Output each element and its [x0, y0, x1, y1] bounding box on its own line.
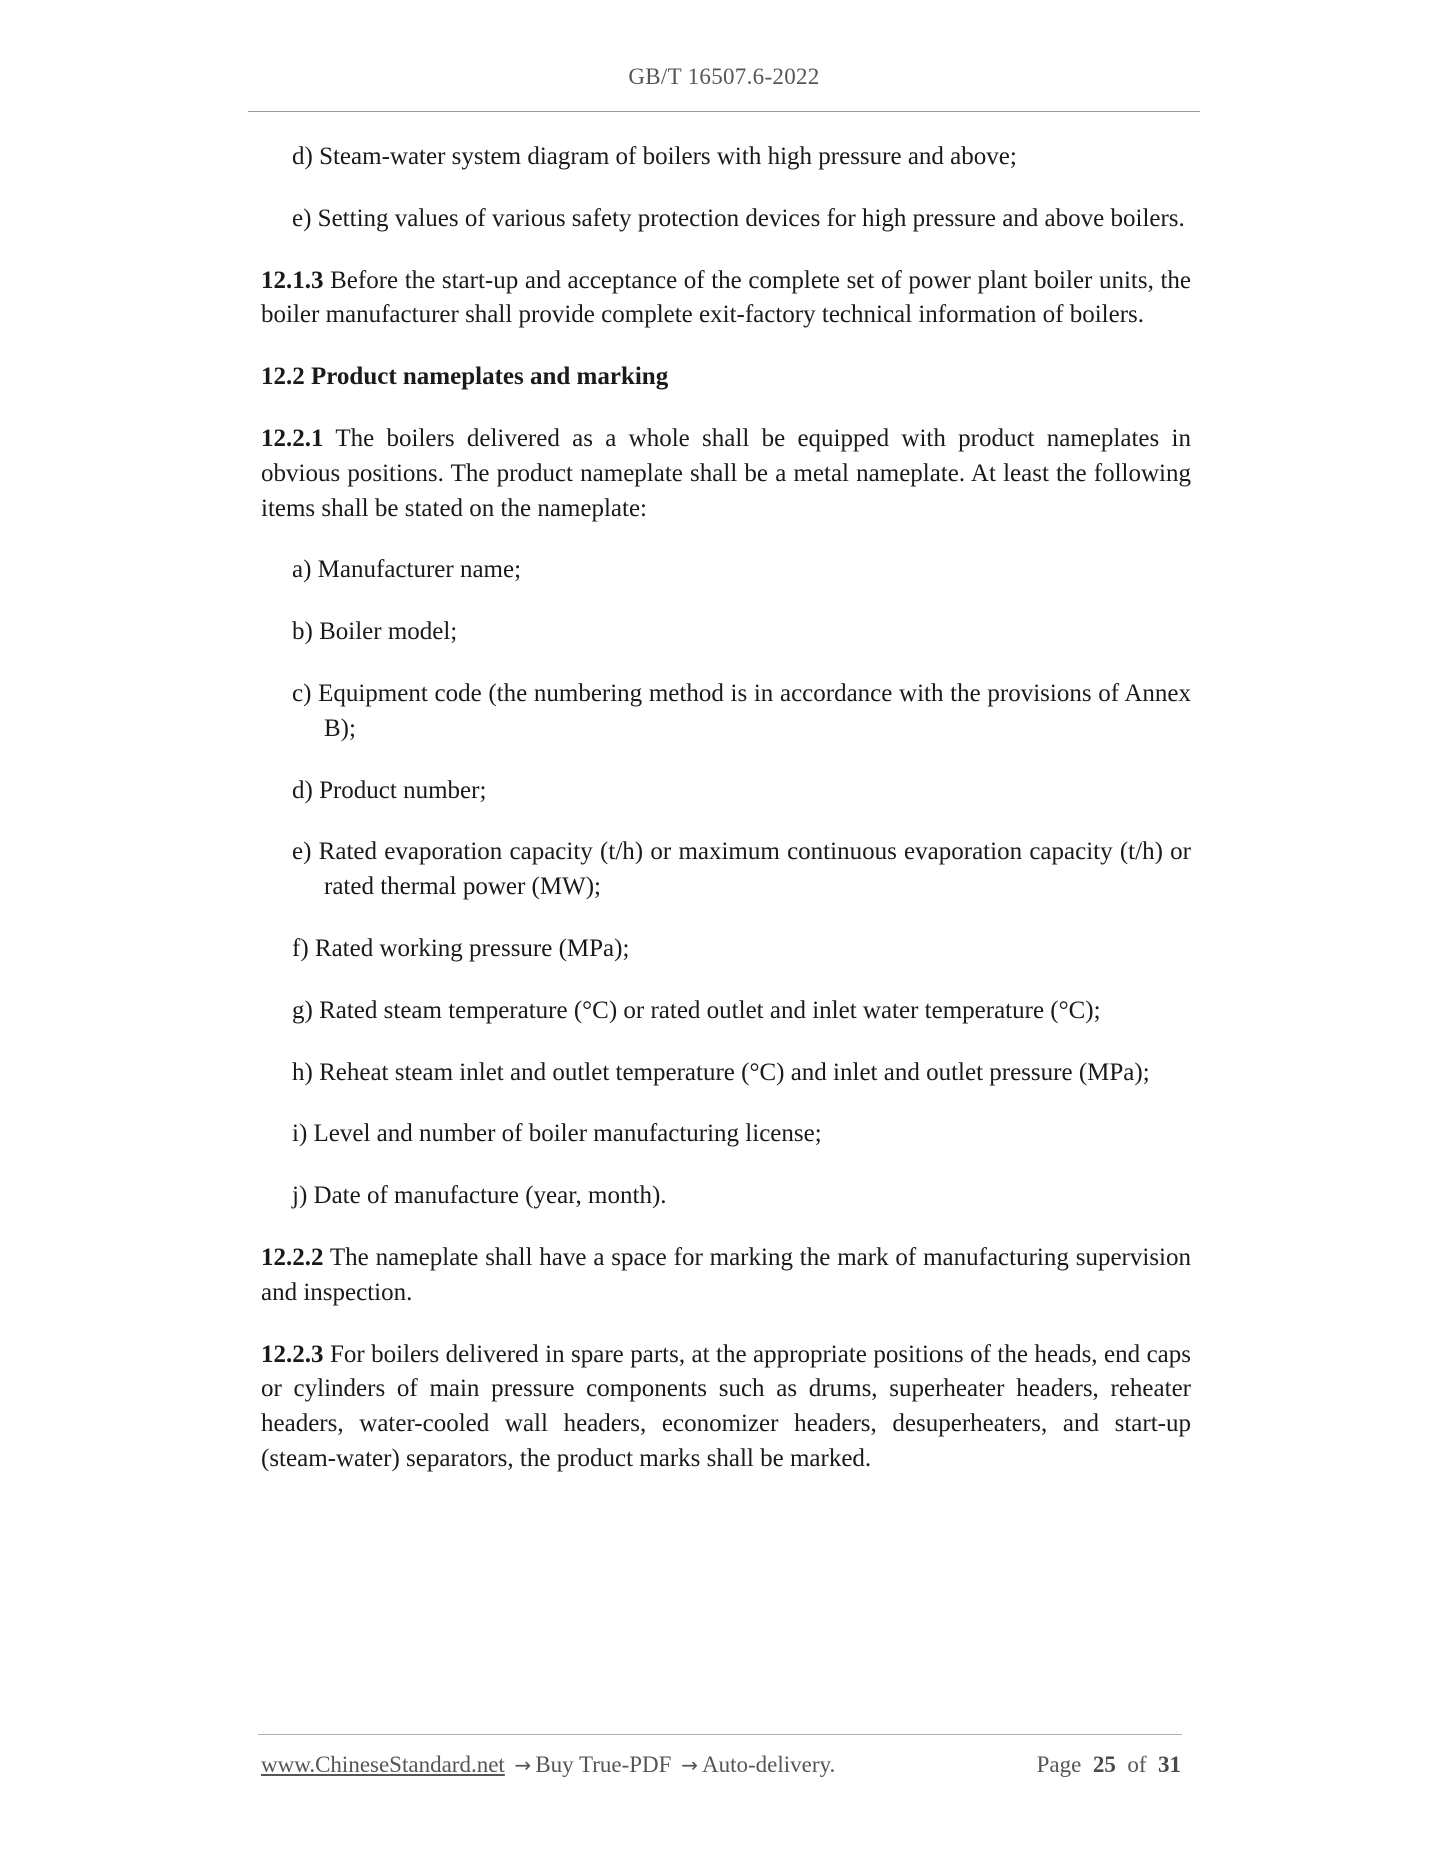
arrow-right-icon: → — [681, 1753, 698, 1777]
list-item: a) Manufacturer name; — [292, 556, 522, 584]
clause-text: Before the start-up and acceptance of the complete set of power plant boiler units, the boiler manufacturer shall provide complete exit-factory technical information of boilers. — [261, 266, 1191, 329]
arrow-right-icon: → — [514, 1753, 532, 1777]
clause-number: 12.1.3 — [261, 266, 324, 294]
page-total: 31 — [1158, 1752, 1181, 1777]
page-current: 25 — [1092, 1752, 1116, 1777]
list-item: d) Product number; — [292, 776, 487, 804]
document-body — [261, 140, 1191, 1504]
list-item: e) Rated evaporation capacity (t/h) or maximum continuous evaporation capacity (t/h) or rated thermal power (MW); — [292, 838, 1191, 901]
clause-number: 12.2.2 — [261, 1243, 324, 1271]
list-item: g) Rated steam temperature (°C) or rated outlet and inlet water temperature (°C); — [292, 996, 1101, 1024]
clause-number: 12.2.3 — [261, 1340, 324, 1368]
list-item: i) Level and number of boiler manufacturing license; — [292, 1120, 822, 1148]
clause-12-2-2 — [261, 1241, 1191, 1311]
clause-number: 12.2.1 — [261, 424, 324, 452]
list-item: d) Steam-water system diagram of boilers with high pressure and above; — [292, 143, 1017, 170]
list-item: b) Boiler model; — [292, 618, 458, 646]
list-item: h) Reheat steam inlet and outlet temperature (°C) and inlet and outlet pressure (MPa); — [292, 1058, 1150, 1086]
page-label: Page — [1036, 1752, 1082, 1777]
buy-text: Buy True-PDF — [535, 1752, 672, 1777]
clause-text: For boilers delivered in spare parts, at the appropriate positions of the heads, end caps or cylinders of main pressure components such as drums, superheater headers, reheater headers, water-cooled wall headers, economizer headers, desuperheaters, and start-up (steam-water) separators, the product marks shall be marked. — [261, 1340, 1191, 1472]
header-divider — [248, 111, 1200, 112]
page-of: of — [1127, 1752, 1147, 1777]
list-item: f) Rated working pressure (MPa); — [292, 934, 630, 962]
list-item: j) Date of manufacture (year, month). — [292, 1182, 667, 1210]
delivery-text: Auto-delivery. — [701, 1752, 836, 1777]
list-item: e) Setting values of various safety protection devices for high pressure and above boilers. — [292, 204, 1185, 232]
standard-id: GB/T 16507.6-2022 — [628, 64, 820, 89]
clause-text: The boilers delivered as a whole shall be equipped with product nameplates in obvious positions. The product nameplate shall be a metal nameplate. At least the following items shall be stated on the nameplate: — [261, 424, 1191, 522]
nameplate-items-list — [261, 553, 1191, 1214]
clause-12-2-3 — [261, 1338, 1191, 1477]
clause-12-1-3 — [261, 264, 1191, 334]
list-item: c) Equipment code (the numbering method is in accordance with the provisions of Annex B); — [292, 679, 1191, 742]
footer-divider — [258, 1734, 1182, 1735]
running-header — [248, 64, 1200, 90]
clause-12-2-1 — [261, 422, 1191, 526]
page-indicator — [1037, 1752, 1181, 1778]
site-link[interactable]: www.ChineseStandard.net — [261, 1752, 505, 1777]
section-heading-12-2: 12.2 Product nameplates and marking — [261, 363, 669, 391]
clause-text: The nameplate shall have a space for marking the mark of manufacturing supervision and inspection. — [261, 1243, 1191, 1306]
footer-promo — [261, 1752, 835, 1778]
